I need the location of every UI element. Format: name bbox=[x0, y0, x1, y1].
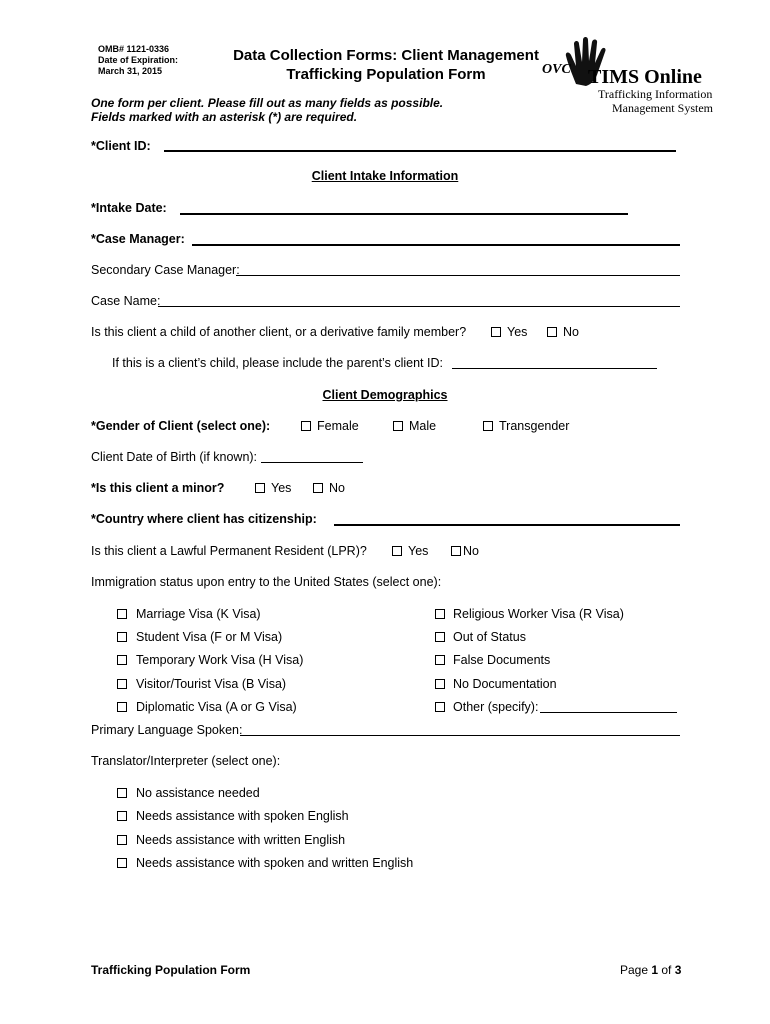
tims-logo-line1: Trafficking Information bbox=[598, 87, 713, 101]
checkbox-icon[interactable] bbox=[435, 632, 445, 642]
checkbox-icon[interactable] bbox=[435, 702, 445, 712]
checkbox-icon[interactable] bbox=[435, 609, 445, 619]
expiration-label: Date of Expiration: bbox=[98, 55, 179, 65]
secondary-case-manager-label: Secondary Case Manager: bbox=[91, 263, 240, 277]
checkbox-icon[interactable] bbox=[117, 788, 127, 798]
visa-other-field[interactable] bbox=[540, 712, 677, 713]
child-no-option[interactable]: No bbox=[547, 325, 579, 339]
country-field[interactable] bbox=[334, 524, 680, 526]
lpr-no-option[interactable]: No bbox=[451, 544, 479, 558]
client-id-label: *Client ID: bbox=[91, 139, 151, 153]
visa-option[interactable]: Temporary Work Visa (H Visa) bbox=[117, 653, 303, 667]
client-id-field[interactable] bbox=[164, 150, 676, 152]
footer-form-name: Trafficking Population Form bbox=[91, 963, 251, 977]
intake-section-heading: Client Intake Information bbox=[311, 169, 459, 183]
tims-logo-line2: Management System bbox=[612, 101, 713, 115]
gender-transgender-option[interactable]: Transgender bbox=[483, 419, 569, 433]
checkbox-icon[interactable] bbox=[255, 483, 265, 493]
tims-logo-text: TIMS Online bbox=[588, 66, 702, 88]
checkbox-icon[interactable] bbox=[435, 679, 445, 689]
checkbox-icon[interactable] bbox=[451, 546, 461, 556]
dob-label: Client Date of Birth (if known): bbox=[91, 450, 258, 464]
parent-id-field[interactable] bbox=[452, 368, 657, 369]
parent-id-label: If this is a client’s child, please include the parent’s client ID: bbox=[112, 356, 443, 370]
checkbox-icon[interactable] bbox=[393, 421, 403, 431]
minor-label: *Is this client a minor? bbox=[91, 481, 225, 495]
checkbox-icon[interactable] bbox=[117, 858, 127, 868]
country-label: *Country where client has citizenship: bbox=[91, 512, 317, 526]
intake-date-label: *Intake Date: bbox=[91, 201, 167, 215]
checkbox-icon[interactable] bbox=[117, 609, 127, 619]
checkbox-icon[interactable] bbox=[547, 327, 557, 337]
visa-option[interactable]: False Documents bbox=[435, 653, 550, 667]
minor-yes-option[interactable]: Yes bbox=[255, 481, 291, 495]
visa-option[interactable]: Out of Status bbox=[435, 630, 526, 644]
case-name-field[interactable] bbox=[158, 306, 680, 307]
footer-page-number: Page 1 of 3 bbox=[620, 963, 682, 977]
visa-option[interactable]: Religious Worker Visa (R Visa) bbox=[435, 607, 624, 621]
visa-option-other[interactable]: Other (specify): bbox=[435, 700, 538, 714]
case-manager-label: *Case Manager: bbox=[91, 232, 185, 246]
minor-no-option[interactable]: No bbox=[313, 481, 345, 495]
checkbox-icon[interactable] bbox=[313, 483, 323, 493]
form-title: Data Collection Forms: Client Management bbox=[233, 47, 539, 64]
case-name-label: Case Name: bbox=[91, 294, 161, 308]
child-question-label: Is this client a child of another client, or a derivative family member? bbox=[91, 325, 467, 339]
visa-option[interactable]: Marriage Visa (K Visa) bbox=[117, 607, 261, 621]
checkbox-icon[interactable] bbox=[117, 811, 127, 821]
translator-label: Translator/Interpreter (select one): bbox=[91, 754, 281, 768]
checkbox-icon[interactable] bbox=[301, 421, 311, 431]
checkbox-icon[interactable] bbox=[117, 702, 127, 712]
expiration-date: March 31, 2015 bbox=[98, 66, 163, 76]
checkbox-icon[interactable] bbox=[435, 655, 445, 665]
checkbox-icon[interactable] bbox=[392, 546, 402, 556]
checkbox-icon[interactable] bbox=[117, 679, 127, 689]
checkbox-icon[interactable] bbox=[117, 835, 127, 845]
case-manager-field[interactable] bbox=[192, 244, 680, 246]
checkbox-icon[interactable] bbox=[117, 632, 127, 642]
primary-language-label: Primary Language Spoken: bbox=[91, 723, 243, 737]
translator-option[interactable]: Needs assistance with spoken English bbox=[117, 809, 349, 823]
lpr-yes-option[interactable]: Yes bbox=[392, 544, 428, 558]
visa-option[interactable]: Visitor/Tourist Visa (B Visa) bbox=[117, 677, 286, 691]
gender-female-option[interactable]: Female bbox=[301, 419, 359, 433]
gender-label: *Gender of Client (select one): bbox=[91, 419, 271, 433]
omb-number: OMB# 1121-0336 bbox=[98, 44, 170, 54]
primary-language-field[interactable] bbox=[240, 735, 680, 736]
immigration-label: Immigration status upon entry to the United States (select one): bbox=[91, 575, 442, 589]
gender-male-option[interactable]: Male bbox=[393, 419, 436, 433]
form-subtitle: Trafficking Population Form bbox=[286, 66, 486, 83]
visa-option[interactable]: Student Visa (F or M Visa) bbox=[117, 630, 282, 644]
child-yes-option[interactable]: Yes bbox=[491, 325, 527, 339]
secondary-case-manager-field[interactable] bbox=[236, 275, 680, 276]
visa-option[interactable]: No Documentation bbox=[435, 677, 557, 691]
checkbox-icon[interactable] bbox=[491, 327, 501, 337]
checkbox-icon[interactable] bbox=[117, 655, 127, 665]
translator-option[interactable]: Needs assistance with spoken and written English bbox=[117, 856, 413, 870]
instruction-line2: Fields marked with an asterisk (*) are required. bbox=[91, 110, 358, 124]
dob-field[interactable] bbox=[261, 462, 363, 463]
lpr-label: Is this client a Lawful Permanent Resident (LPR)? bbox=[91, 544, 367, 558]
checkbox-icon[interactable] bbox=[483, 421, 493, 431]
translator-option[interactable]: No assistance needed bbox=[117, 786, 260, 800]
tims-logo bbox=[540, 34, 720, 118]
demographics-section-heading: Client Demographics bbox=[322, 388, 448, 402]
visa-option[interactable]: Diplomatic Visa (A or G Visa) bbox=[117, 700, 297, 714]
intake-date-field[interactable] bbox=[180, 213, 628, 215]
instruction-line1: One form per client. Please fill out as many fields as possible. bbox=[91, 96, 444, 110]
ovc-logo-text: OVC bbox=[542, 62, 571, 77]
translator-option[interactable]: Needs assistance with written English bbox=[117, 833, 345, 847]
